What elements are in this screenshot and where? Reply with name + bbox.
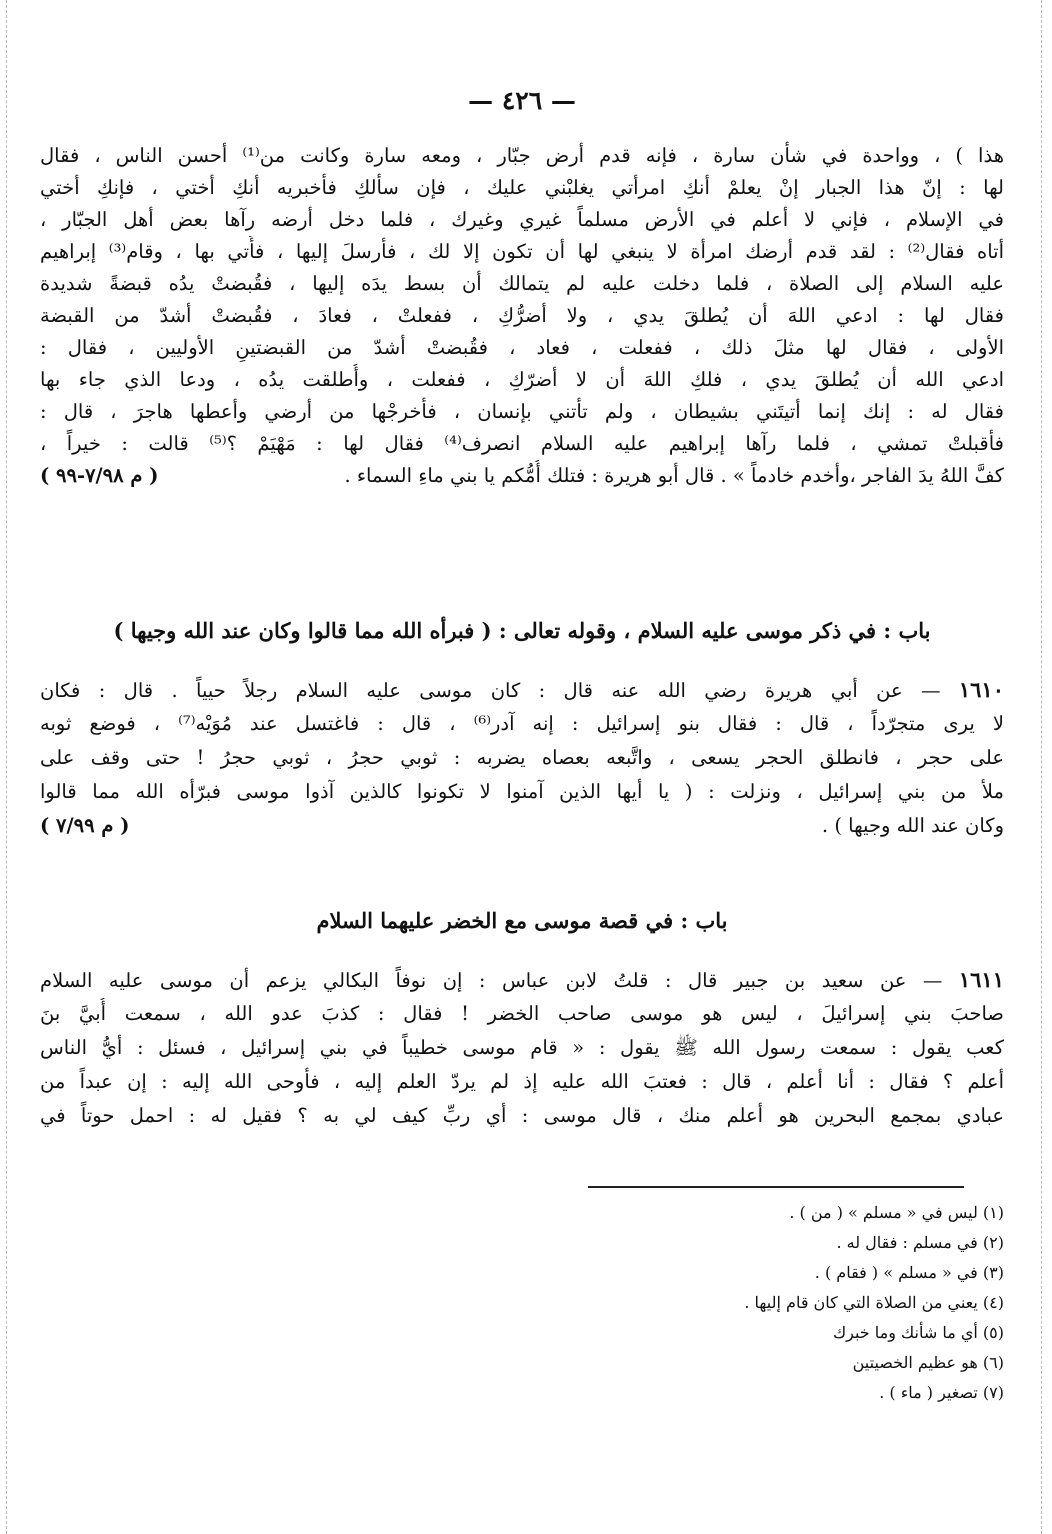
chapter-heading-khidr: باب : في قصة موسى مع الخضر عليهما السلام xyxy=(316,908,728,933)
right-margin-line xyxy=(1041,0,1042,1534)
text-line-content: وكان عند الله وجيها ) . xyxy=(821,814,1004,837)
chapter-heading-moses: باب : في ذكر موسى عليه السلام ، وقوله تعالى : ( فبرأه الله مما قالوا وكان عند الله وجيها ) xyxy=(113,618,931,643)
text-line: أعلم ؟ فقال : أنا أعلم ، قال : فعتبَ الله عليه إذ لم يردّ العلم إليه ، فأوحى الله إليه : إن عبداً من xyxy=(40,1070,1004,1093)
footnote-item: (٢) في مسلم : فقال له . xyxy=(836,1233,1004,1252)
text-line: ملأ من بني إسرائيل ، ونزلت : ( يا أيها الذين آمنوا لا تكونوا كالذين آذوا موسى فبرّأه الله مما قالوا xyxy=(40,780,1004,803)
text-line: أتاه فقال⁽²⁾ : لقد قدم أرضك امرأة لا ينبغي لها أن تكون إلا لك ، فأرسلَ إليها ، فأُتي بها ، وقام⁽³⁾ إبراهيم xyxy=(40,240,1004,263)
text-line: لها : إنّ هذا الجبار إنْ يعلمْ أنكِ امرأتي يغلبْني عليك ، فإن سألكِ فأخبريه أنكِ أختي ، فإنكِ أختي xyxy=(40,176,1004,199)
text-line: عبادي بمجمع البحرين هو أعلم منك ، قال موسى : أي ربِّ كيف لي به ؟ فقيل له : احمل حوتاً في xyxy=(40,1104,1004,1127)
text-line-first xyxy=(40,674,1004,706)
reference-citation: ( م ٧/٩٩ ) xyxy=(40,814,130,837)
page-number: — ٤٢٦ — xyxy=(468,86,576,115)
text-line: ادعي الله أن يُطلقَ يدي ، فلكِ اللهَ أن لا أضرّكِ ، ففعلت ، وأُطلقت يدُه ، ودعا الذي جاء بها xyxy=(40,368,1004,391)
footnote-item: (٧) تصغير ( ماء ) . xyxy=(879,1383,1004,1402)
text-line: كعب يقول : سمعت رسول الله ﷺ يقول : « قام موسى خطيباً في بني إسرائيل ، فسئل : أيُّ الناس xyxy=(40,1036,1004,1059)
text-line: على حجر ، فانطلق الحجر يسعى ، واتَّبعه بعصاه يضربه : ثوبي حجرُ ، ثوبي حجرُ ! حتى وقف على xyxy=(40,746,1004,769)
text-line-content: — عن سعيد بن جبير قال : قلتُ لابن عباس : إن نوفاً البكالي يزعم أن موسى عليه السلام xyxy=(40,969,943,992)
text-line-last xyxy=(40,460,1004,492)
reference-citation: ( م ٧/٩٨-٩٩ ) xyxy=(40,464,159,487)
footnote-divider xyxy=(588,1186,964,1188)
text-line-content: كفَّ اللهُ يدَ الفاجر ،وأخدم خادماً » . قال أبو هريرة : فتلك أُمُّكم يا بني ماءِ السماء . xyxy=(344,464,1004,487)
text-line: فقال لها : ادعي اللهَ أن يُطلقَ يدي ، ولا أضرُّكِ ، ففعلتْ ، فعادَ ، فقُبضتْ أشدّ من القبضة xyxy=(40,304,1004,327)
footnote-item: (٦) هو عظيم الخصيتين xyxy=(852,1353,1004,1372)
text-line: الأولى ، فقال لها مثلَ ذلك ، ففعلت ، فعاد ، فقُبضتْ أشدّ من القبضتينِ الأوليين ، فقال : xyxy=(40,336,1004,359)
text-line-last xyxy=(40,810,1004,842)
hadith-number: ١٦١١ xyxy=(958,967,1004,992)
text-line: صاحبَ بني إسرائيلَ ، ليس هو موسى صاحب الخضر ! فقال : كذبَ عدو الله ، سمعت أُبيَّ بنَ xyxy=(40,1002,1004,1025)
text-line: لا يرى متجرّداً ، قال : فقال بنو إسرائيل : إنه آدر⁽⁶⁾ ، قال : فاغتسل عند مُوَيْه⁽⁷⁾ ، فوضع ثوبه xyxy=(40,712,1004,735)
book-page xyxy=(40,0,1004,1534)
footnote-item: (٣) في « مسلم » ( فقام ) . xyxy=(814,1263,1004,1282)
footnote-item: (١) ليس في « مسلم » ( من ) . xyxy=(789,1203,1004,1222)
text-line: هذا ) ، وواحدة في شأن سارة ، فإنه قدم أرض جبّار ، ومعه سارة وكانت من⁽¹⁾ أحسن الناس ، فقال xyxy=(40,144,1004,167)
text-line: عليه السلام إلى الصلاة ، فلما دخلت عليه لم يتمالك أن بسط يدَه إليها ، فقُبضتْ يدُه قبضةً شديدة xyxy=(40,272,1004,295)
text-line-first xyxy=(40,964,1004,996)
footnote-item: (٥) أي ما شأنك وما خبرك xyxy=(832,1323,1004,1342)
footnotes xyxy=(40,1198,1004,1408)
footnote-item: (٤) يعني من الصلاة التي كان قام إليها . xyxy=(744,1293,1004,1312)
text-line: فأقبلتْ تمشي ، فلما رآها إبراهيم عليه السلام انصرف⁽⁴⁾ فقال لها : مَهْيَمْ ؟⁽⁵⁾ قالت : خيراً ، xyxy=(40,432,1004,455)
text-line-content: — عن أبي هريرة رضي الله عنه قال : كان موسى عليه السلام رجلاً حيياً . قال : فكان xyxy=(40,679,941,702)
text-line: فقال له : إنك إنما أتيتَني بشيطان ، ولم تأتني بإنسان ، فأخرجْها من أرضي وأعطها هاجرَ ، قال : xyxy=(40,400,1004,423)
text-line: في الإسلام ، فإني لا أعلم في الأرض مسلماً غيري وغيرك ، فلما دخل أرضه رآها بعض أهل الجبّار ، xyxy=(40,208,1004,231)
hadith-number: ١٦١٠ xyxy=(958,677,1004,702)
left-margin-line xyxy=(6,0,7,1534)
